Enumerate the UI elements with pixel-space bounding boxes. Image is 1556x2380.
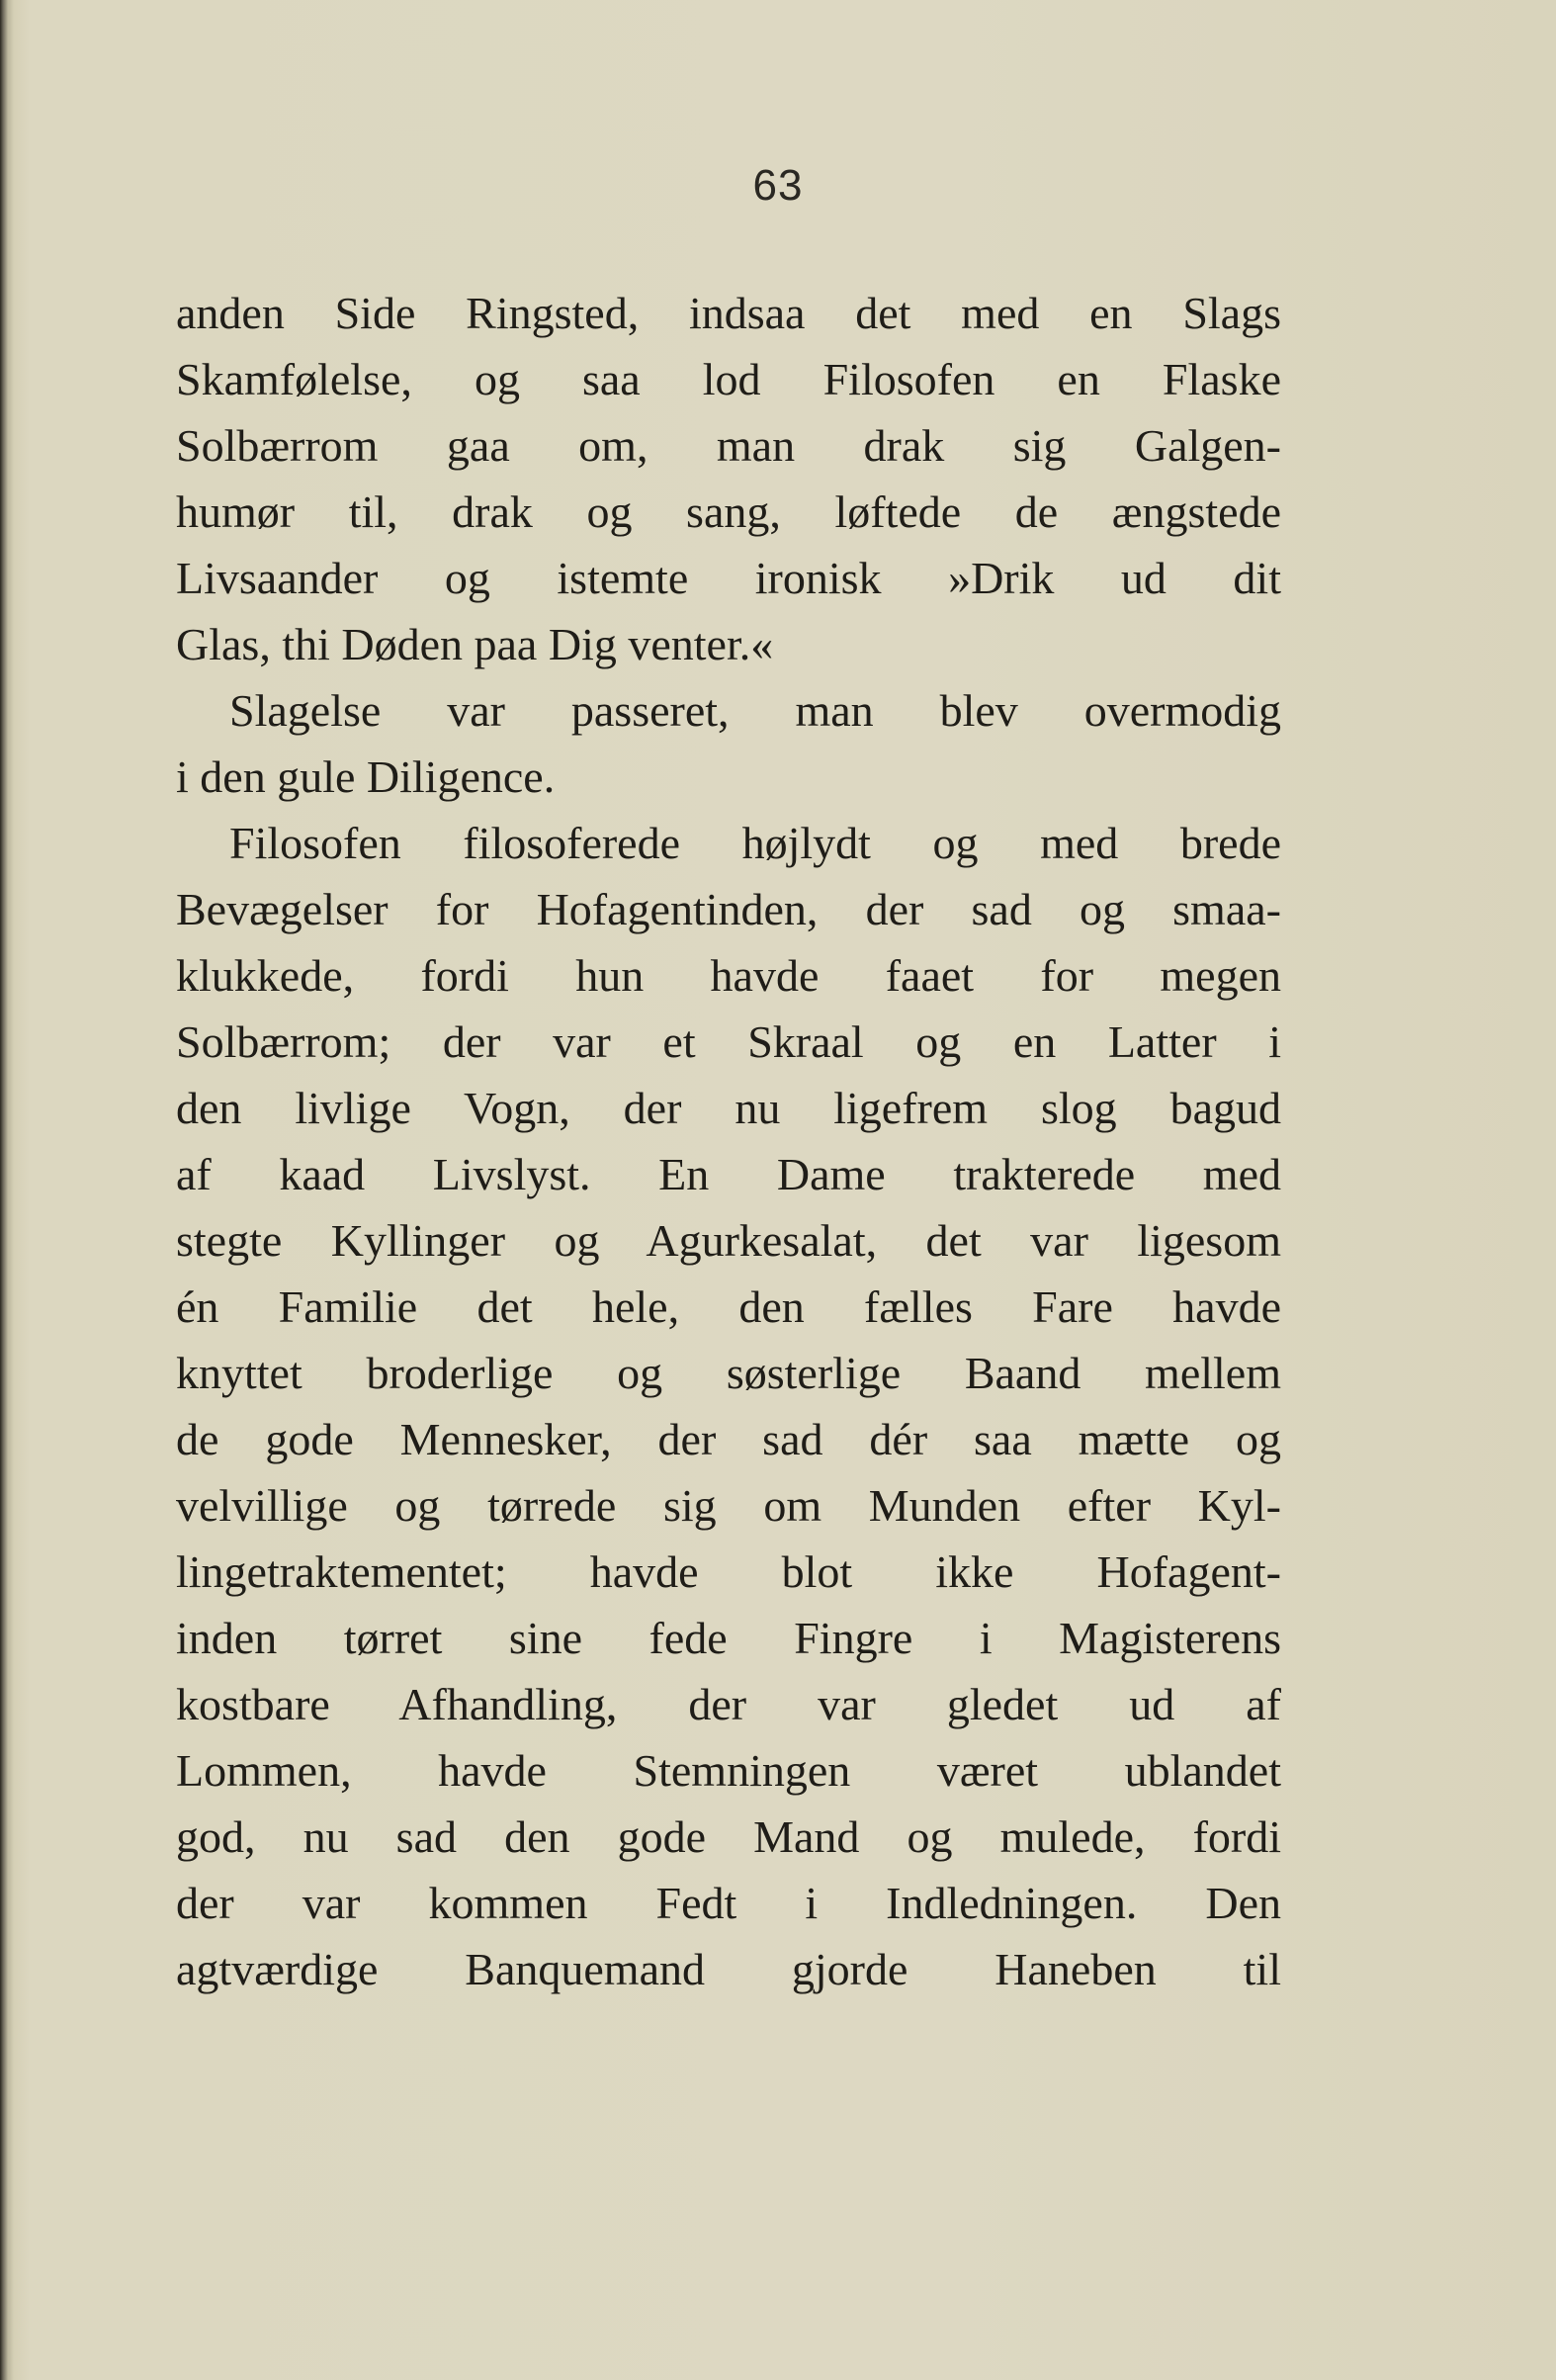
text-line: Slagelse var passeret, man blev overmodig	[229, 685, 1281, 736]
text-line: knyttet broderlige og søsterlige Baand mellem	[176, 1348, 1281, 1398]
body-text	[176, 280, 1281, 2002]
text-line: Filosofen filosoferede højlydt og med brede	[229, 818, 1281, 868]
page-number: 63	[752, 161, 804, 210]
text-line: kostbare Afhandling, der var gledet ud af	[176, 1679, 1281, 1729]
text-line: humør til, drak og sang, løftede de ængstede	[176, 486, 1281, 537]
text-line: klukkede, fordi hun havde faaet for megen	[176, 950, 1281, 1001]
text-line: Glas, thi Døden paa Dig venter.«	[176, 619, 774, 669]
text-line: de gode Mennesker, der sad dér saa mætte og	[176, 1414, 1281, 1464]
text-line: én Familie det hele, den fælles Fare havde	[176, 1281, 1281, 1332]
text-line: agtværdige Banquemand gjorde Haneben til	[176, 1944, 1281, 1994]
text-line: Lommen, havde Stemningen været ublandet	[176, 1745, 1281, 1796]
text-line: i den gule Diligence.	[176, 751, 556, 802]
text-line: anden Side Ringsted, indsaa det med en Slags	[176, 288, 1281, 338]
text-line: af kaad Livslyst. En Dame trakterede med	[176, 1149, 1281, 1199]
text-line: der var kommen Fedt i Indledningen. Den	[176, 1878, 1281, 1928]
text-line: Skamfølelse, og saa lod Filosofen en Flaske	[176, 354, 1281, 404]
text-line: god, nu sad den gode Mand og mulede, fordi	[176, 1811, 1281, 1862]
text-line: Livsaander og istemte ironisk »Drik ud dit	[176, 553, 1281, 603]
text-line: stegte Kyllinger og Agurkesalat, det var ligesom	[176, 1215, 1281, 1266]
text-line: inden tørret sine fede Fingre i Magisterens	[176, 1613, 1281, 1663]
text-line: Solbærrom gaa om, man drak sig Galgen-	[176, 420, 1281, 471]
text-line: lingetraktementet; havde blot ikke Hofagent-	[176, 1546, 1281, 1597]
text-line: den livlige Vogn, der nu ligefrem slog bagud	[176, 1083, 1281, 1133]
text-line: Bevægelser for Hofagentinden, der sad og smaa-	[176, 884, 1281, 934]
binding-edge	[0, 0, 14, 2380]
text-line: Solbærrom; der var et Skraal og en Latter i	[176, 1016, 1281, 1067]
text-line: velvillige og tørrede sig om Munden efter Kyl-	[176, 1480, 1281, 1531]
